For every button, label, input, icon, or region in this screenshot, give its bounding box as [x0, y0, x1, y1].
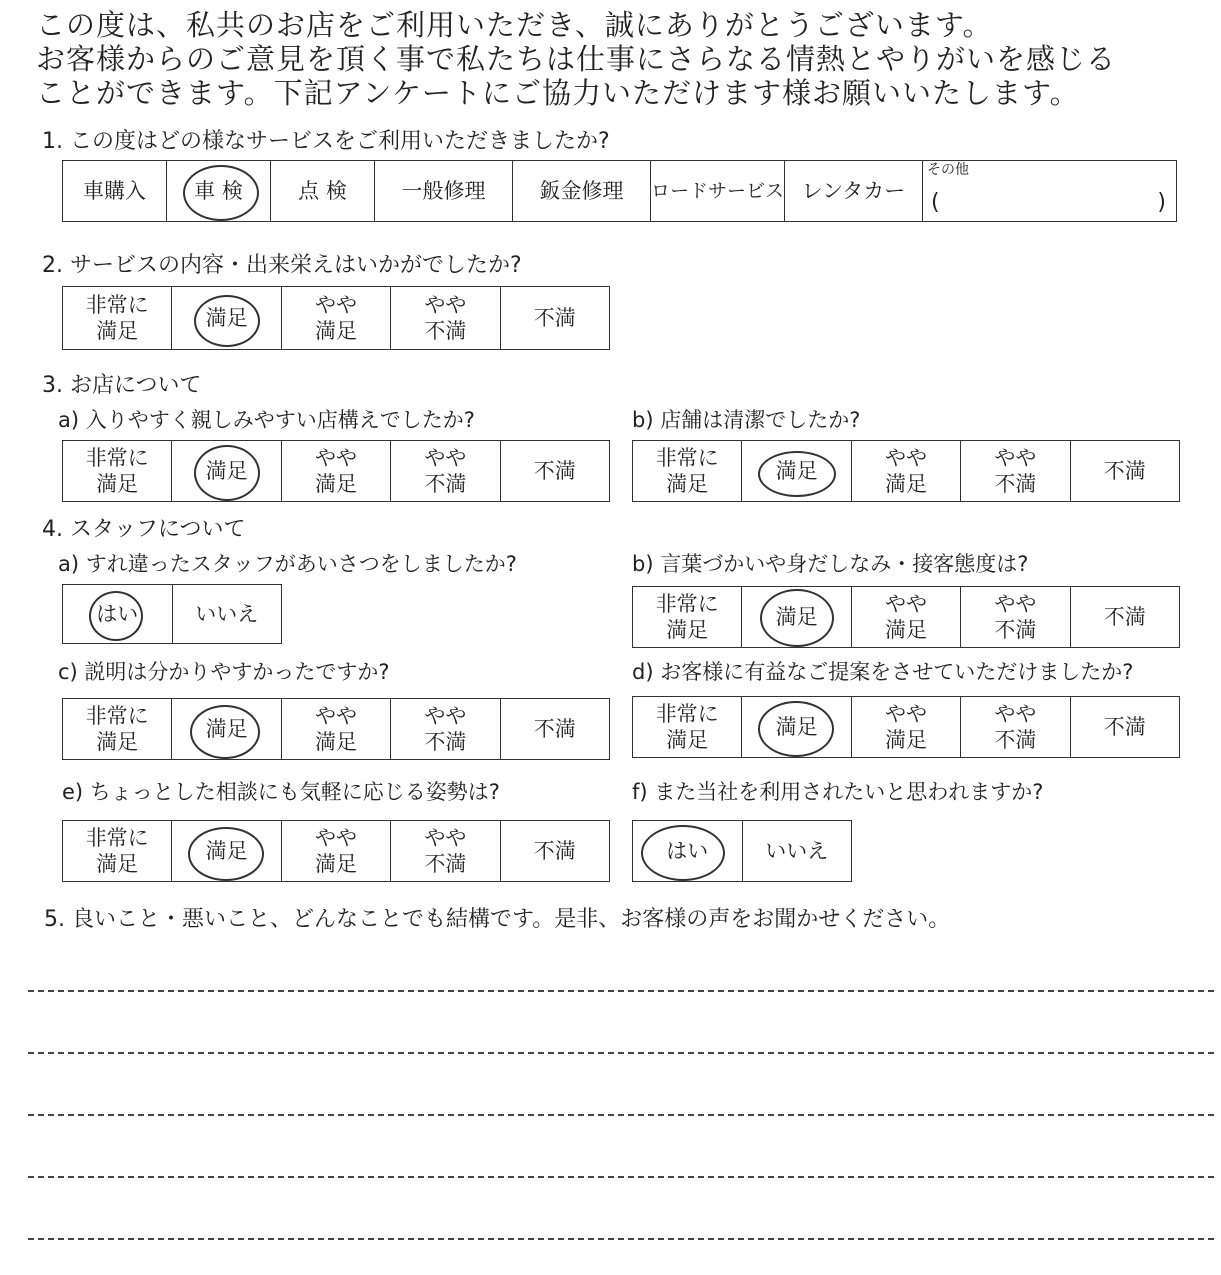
q3a-somewhat-satisfied-label: やや 満足	[314, 446, 357, 496]
q2-somewhat-dissatisfied-label: やや 不満	[424, 293, 467, 343]
q4d-option-dissatisfied[interactable]: 不満	[1070, 697, 1179, 758]
q2-options	[62, 286, 610, 350]
q3-title: 3. お店について	[42, 373, 202, 398]
q2-option-very-satisfied[interactable]	[63, 287, 172, 350]
q4c-options	[62, 698, 610, 760]
q4e-somewhat-satisfied-label: やや 満足	[314, 826, 357, 876]
q4b-title: b) 言葉づかいや身だしなみ・接客態度は?	[632, 552, 1029, 576]
comment-line-3[interactable]	[28, 1114, 1214, 1116]
q4b-satisfied-label: 満足	[775, 605, 818, 629]
q4e-satisfied-label: 満足	[205, 839, 248, 863]
q4c-option-satisfied[interactable]	[172, 699, 281, 760]
q4c-somewhat-dissatisfied-label: やや 不満	[424, 704, 467, 754]
q4f-options	[632, 820, 852, 882]
q4b-option-dissatisfied[interactable]: 不満	[1070, 587, 1179, 648]
q1-option-shaken[interactable]	[167, 161, 271, 222]
q3b-title: b) 店舗は清潔でしたか?	[632, 408, 861, 432]
q4c-somewhat-satisfied-label: やや 満足	[314, 704, 357, 754]
q4e-option-very-satisfied[interactable]	[63, 821, 172, 882]
q4e-option-satisfied[interactable]	[172, 821, 281, 882]
q4f-option-yes[interactable]	[633, 821, 743, 882]
q4c-option-dissatisfied[interactable]: 不満	[500, 699, 609, 760]
comment-line-5[interactable]	[28, 1238, 1214, 1240]
q4b-option-somewhat-dissatisfied[interactable]	[961, 587, 1070, 648]
q4f-yes-label: はい	[666, 839, 709, 863]
q1-option-car-purchase[interactable]: 車購入	[63, 161, 167, 222]
q4c-title: c) 説明は分かりやすかったですか?	[58, 660, 390, 684]
q3b-option-satisfied[interactable]	[742, 441, 851, 502]
q3a-option-somewhat-satisfied[interactable]	[281, 441, 390, 502]
q4b-options	[632, 586, 1180, 648]
q3a-satisfied-label: 満足	[205, 459, 248, 483]
q3a-options	[62, 440, 610, 502]
q3a-option-somewhat-dissatisfied[interactable]	[391, 441, 500, 502]
q3a-very-satisfied-label: 非常に 満足	[85, 446, 149, 496]
intro-line-1: この度は、私共のお店をご利用いただき、誠にありがとうございます。	[36, 8, 993, 42]
q4e-somewhat-dissatisfied-label: やや 不満	[424, 826, 467, 876]
q1-option-rental-car[interactable]: レンタカー	[785, 161, 923, 222]
q2-option-dissatisfied[interactable]: 不満	[500, 287, 609, 350]
intro-line-2: お客様からのご意見を頂く事で私たちは仕事にさらなる情熱とやりがいを感じる	[36, 42, 1117, 76]
q4a-yes-label: はい	[96, 602, 139, 626]
comment-line-4[interactable]	[28, 1176, 1214, 1178]
q4b-option-somewhat-satisfied[interactable]	[851, 587, 960, 648]
q2-option-somewhat-dissatisfied[interactable]	[391, 287, 500, 350]
q1-option-road-service[interactable]: ロードサービス	[651, 161, 785, 222]
q4c-satisfied-label: 満足	[205, 717, 248, 741]
q2-option-satisfied[interactable]	[172, 287, 281, 350]
q4d-satisfied-label: 満足	[775, 715, 818, 739]
q4d-very-satisfied-label: 非常に 満足	[655, 702, 719, 752]
q2-title: 2. サービスの内容・出来栄えはいかがでしたか?	[42, 253, 522, 278]
q4d-option-satisfied[interactable]	[742, 697, 851, 758]
q4b-somewhat-satisfied-label: やや 満足	[884, 592, 927, 642]
q4c-option-somewhat-dissatisfied[interactable]	[391, 699, 500, 760]
q1-other-open-paren: (	[931, 190, 940, 215]
q1-option-other[interactable]	[923, 161, 1177, 222]
q4b-option-satisfied[interactable]	[742, 587, 851, 648]
q4d-somewhat-satisfied-label: やや 満足	[884, 702, 927, 752]
q4e-title: e) ちょっとした相談にも気軽に応じる姿勢は?	[62, 780, 500, 804]
q3b-option-somewhat-satisfied[interactable]	[851, 441, 960, 502]
q3b-somewhat-dissatisfied-label: やや 不満	[994, 446, 1037, 496]
q1-other-close-paren: )	[1157, 190, 1166, 215]
q4b-somewhat-dissatisfied-label: やや 不満	[994, 592, 1037, 642]
q3b-satisfied-label: 満足	[775, 459, 818, 483]
q4a-option-yes[interactable]	[63, 585, 173, 644]
q2-satisfied-label: 満足	[205, 306, 248, 330]
q4-title: 4. スタッフについて	[42, 517, 246, 542]
q3b-somewhat-satisfied-label: やや 満足	[884, 446, 927, 496]
q1-option-shaken-label: 車 検	[194, 179, 243, 203]
q1-other-field	[931, 191, 1166, 215]
q4f-option-no[interactable]: いいえ	[742, 821, 852, 882]
q4d-somewhat-dissatisfied-label: やや 不満	[994, 702, 1037, 752]
q4d-option-somewhat-dissatisfied[interactable]	[961, 697, 1070, 758]
comment-line-1[interactable]	[28, 990, 1214, 992]
q4e-option-somewhat-satisfied[interactable]	[281, 821, 390, 882]
q4a-title: a) すれ違ったスタッフがあいさつをしましたか?	[58, 552, 517, 576]
q4e-option-dissatisfied[interactable]: 不満	[500, 821, 609, 882]
q4d-title: d) お客様に有益なご提案をさせていただけましたか?	[632, 660, 1134, 684]
q3a-somewhat-dissatisfied-label: やや 不満	[424, 446, 467, 496]
q5-title: 5. 良いこと・悪いこと、どんなことでも結構です。是非、お客様の声をお聞かせください。	[44, 907, 951, 932]
q1-title: 1. この度はどの様なサービスをご利用いただきましたか?	[42, 129, 610, 154]
q3b-option-dissatisfied[interactable]: 不満	[1070, 441, 1179, 502]
comment-line-2[interactable]	[28, 1052, 1214, 1054]
q3a-option-very-satisfied[interactable]	[63, 441, 172, 502]
q4a-options	[62, 584, 282, 644]
q4e-very-satisfied-label: 非常に 満足	[85, 826, 149, 876]
intro-text	[36, 8, 1216, 110]
q4e-options	[62, 820, 610, 882]
q1-options	[62, 160, 1177, 222]
q2-somewhat-satisfied-label: やや 満足	[314, 293, 357, 343]
q2-option-somewhat-satisfied[interactable]	[281, 287, 390, 350]
q4c-option-somewhat-satisfied[interactable]	[281, 699, 390, 760]
q3b-option-very-satisfied[interactable]	[633, 441, 742, 502]
q4c-option-very-satisfied[interactable]	[63, 699, 172, 760]
q3b-option-somewhat-dissatisfied[interactable]	[961, 441, 1070, 502]
q4d-option-somewhat-satisfied[interactable]	[851, 697, 960, 758]
q4c-very-satisfied-label: 非常に 満足	[85, 704, 149, 754]
q1-option-inspection[interactable]: 点 検	[271, 161, 375, 222]
q3a-option-satisfied[interactable]	[172, 441, 281, 502]
q4b-option-very-satisfied[interactable]	[633, 587, 742, 648]
q3b-very-satisfied-label: 非常に 満足	[655, 446, 719, 496]
q4e-option-somewhat-dissatisfied[interactable]	[391, 821, 500, 882]
q4f-title: f) また当社を利用されたいと思われますか?	[632, 780, 1044, 804]
q4a-option-no[interactable]: いいえ	[172, 585, 282, 644]
q1-option-general-repair[interactable]: 一般修理	[375, 161, 513, 222]
q2-very-satisfied-label: 非常に 満足	[85, 293, 149, 343]
q3a-title: a) 入りやすく親しみやすい店構えでしたか?	[58, 408, 475, 432]
q1-option-body-repair[interactable]: 鈑金修理	[513, 161, 651, 222]
q3a-option-dissatisfied[interactable]: 不満	[500, 441, 609, 502]
q4d-option-very-satisfied[interactable]	[633, 697, 742, 758]
q4d-options	[632, 696, 1180, 758]
q1-other-label: その他	[927, 162, 969, 178]
intro-line-3: ことができます。下記アンケートにご協力いただけます様お願いいたします。	[36, 76, 1080, 110]
q3b-options	[632, 440, 1180, 502]
q4b-very-satisfied-label: 非常に 満足	[655, 592, 719, 642]
